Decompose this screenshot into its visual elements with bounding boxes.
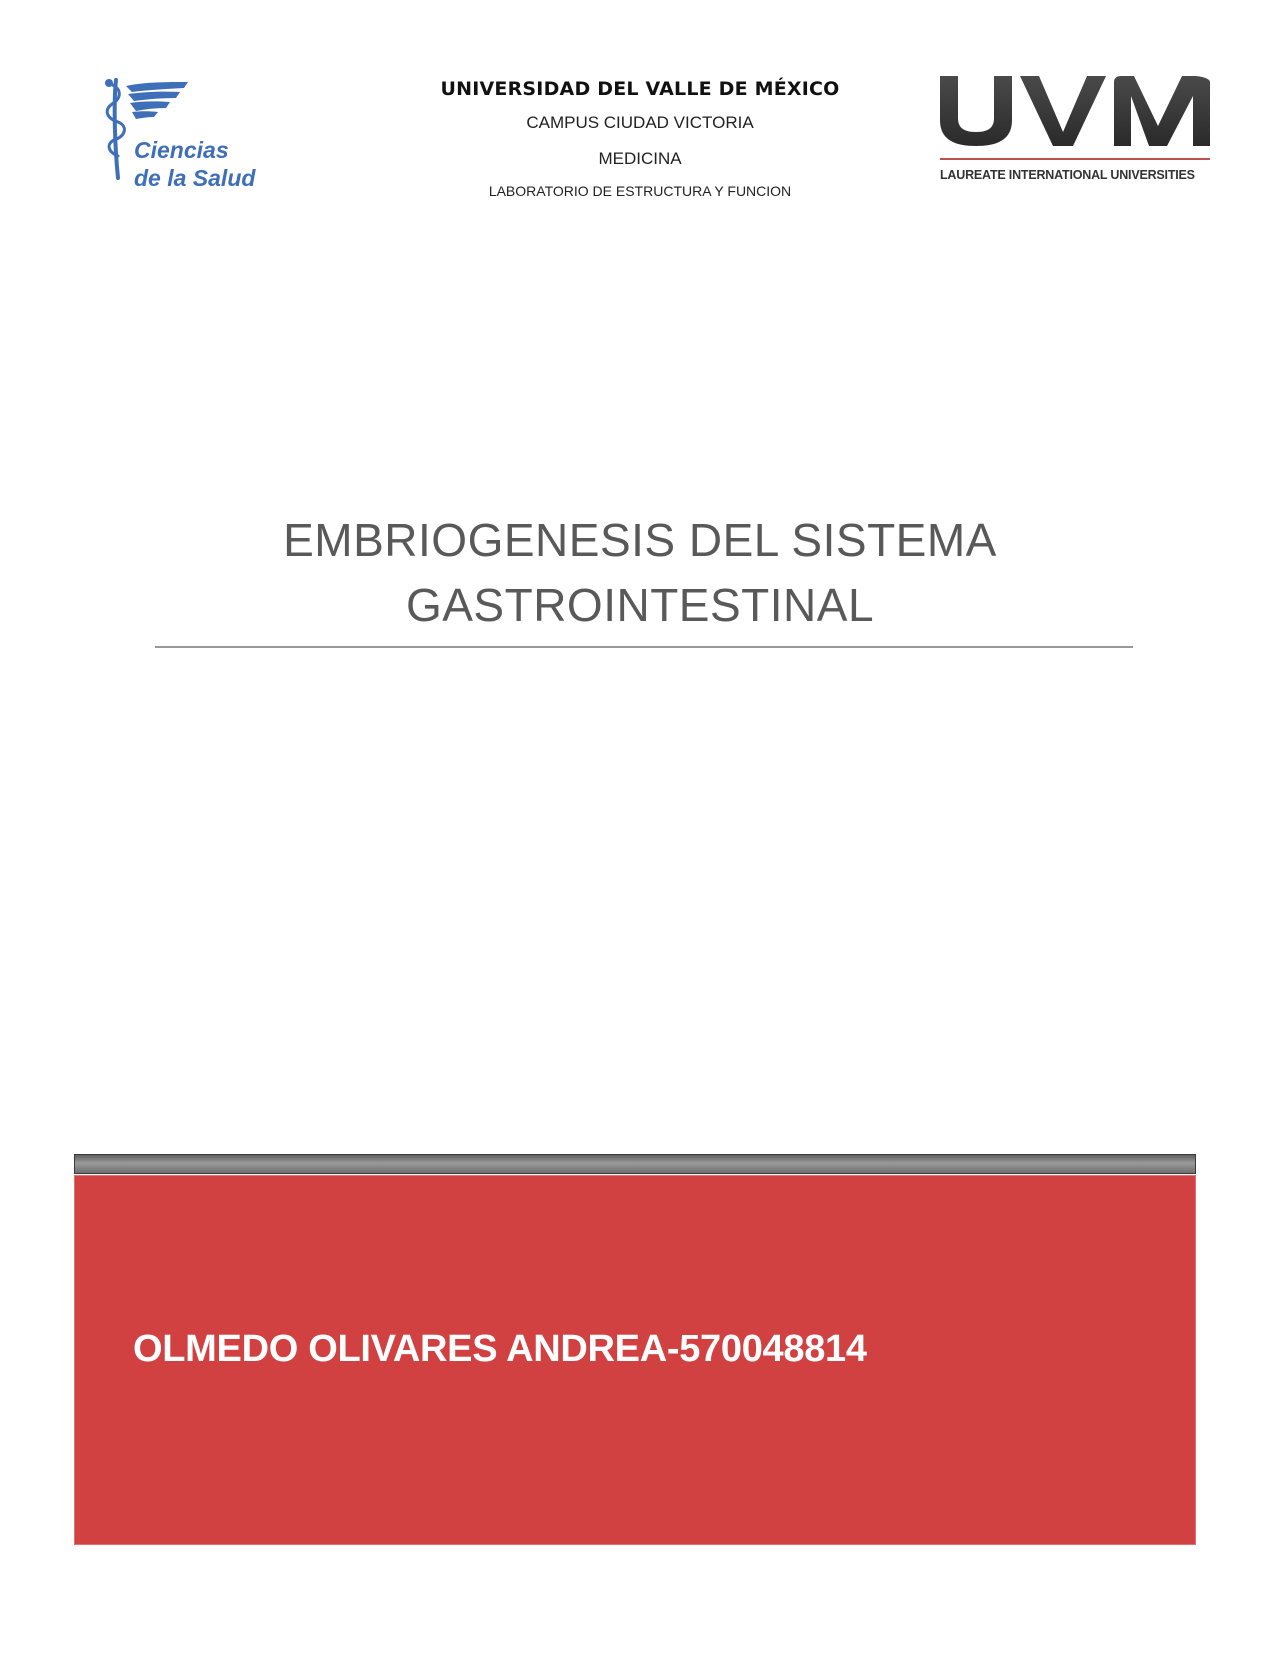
- uvm-letters-logo: [938, 74, 1212, 146]
- title-line-2: GASTROINTESTINAL: [405, 579, 875, 631]
- banner-top-bar: [74, 1154, 1196, 1174]
- laureate-tagline: LAUREATE INTERNATIONAL UNIVERSITIES: [940, 168, 1195, 182]
- logo-line-1: Ciencias: [134, 137, 229, 163]
- title-underline: [155, 646, 1133, 648]
- logo-text: [134, 136, 255, 192]
- career-name: MEDICINA: [598, 149, 682, 168]
- title-block: [150, 508, 1130, 638]
- title-line-1: EMBRIOGENESIS DEL SISTEMA: [283, 514, 997, 566]
- header-text: [340, 76, 940, 200]
- uvm-logo: [938, 74, 1212, 186]
- university-name: UNIVERSIDAD DEL VALLE DE MÉXICO: [440, 78, 840, 100]
- document-title: [280, 508, 1000, 638]
- lab-name: LABORATORIO DE ESTRUCTURA Y FUNCION: [488, 183, 792, 199]
- logo-line-2: de la Salud: [134, 165, 256, 191]
- author-name: OLMEDO OLIVARES ANDREA-570048814: [133, 1328, 867, 1370]
- ciencias-de-la-salud-logo: [104, 78, 274, 190]
- author-banner: [74, 1175, 1196, 1545]
- campus-name: CAMPUS CIUDAD VICTORIA: [526, 113, 754, 132]
- uvm-divider: [940, 158, 1210, 160]
